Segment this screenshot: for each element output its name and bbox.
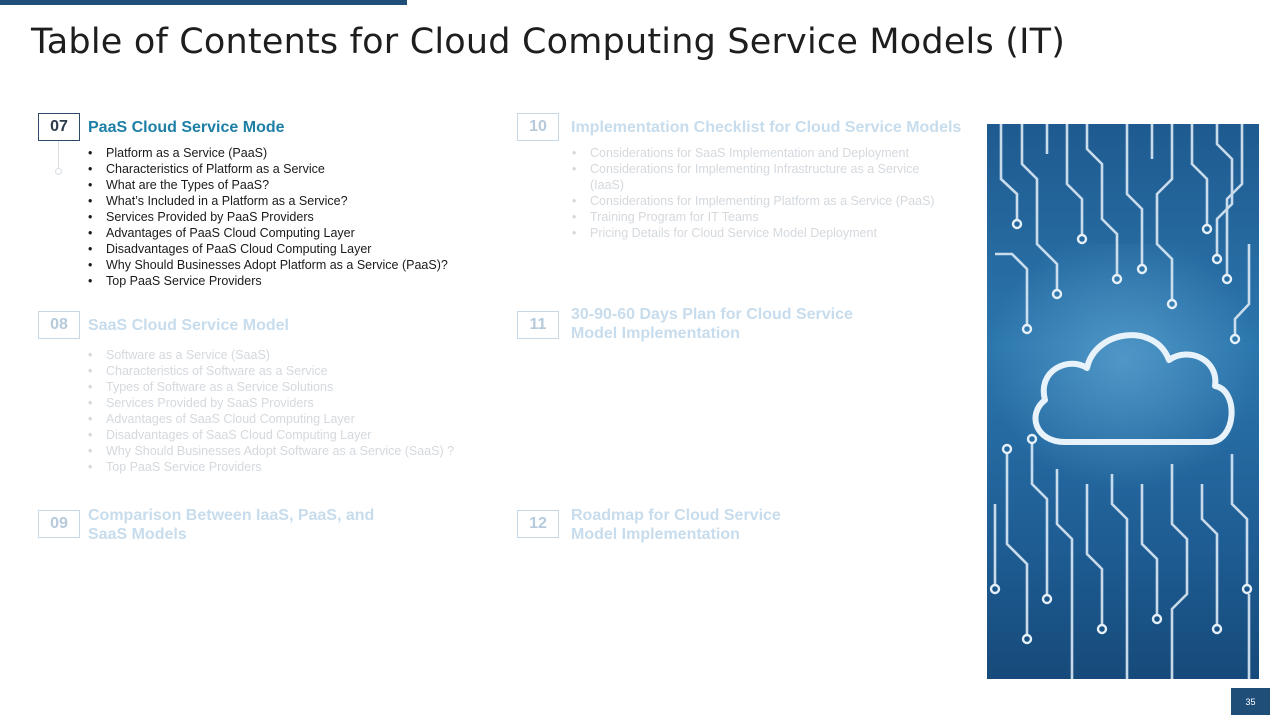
list-item: • Services Provided by SaaS Providers [106, 395, 454, 411]
cloud-circuit-icon [987, 124, 1259, 679]
section-number: 12 [517, 510, 559, 538]
connector-dot [55, 168, 62, 175]
list-item: • Training Program for IT Teams [590, 209, 935, 225]
list-item: • Software as a Service (SaaS) [106, 347, 454, 363]
section-title-line-2: SaaS Models [88, 526, 187, 543]
list-item: • Considerations for Implementing Platform as a Service (PaaS) [590, 193, 935, 209]
list-item: • Considerations for Implementing Infrastructure as a Service [590, 161, 935, 177]
list-item: • Platform as a Service (PaaS) [106, 145, 448, 161]
section-title-line-1: 30-90-60 Days Plan for Cloud Service [571, 306, 853, 323]
list-item: • Pricing Details for Cloud Service Model Deployment [590, 225, 935, 241]
list-item: • Considerations for SaaS Implementation and Deployment [590, 145, 935, 161]
top-accent-bar [0, 0, 407, 5]
list-item: • What are the Types of PaaS? [106, 177, 448, 193]
section-item-list [106, 347, 454, 475]
section-item-list [590, 145, 935, 241]
list-item: • Top PaaS Service Providers [106, 459, 454, 475]
list-item: • Types of Software as a Service Solutions [106, 379, 454, 395]
section-number: 08 [38, 311, 80, 339]
toc-section-07[interactable] [38, 113, 498, 293]
section-number: 11 [517, 311, 559, 339]
list-item: • Disadvantages of SaaS Cloud Computing Layer [106, 427, 454, 443]
toc-section-11[interactable] [517, 306, 917, 351]
list-item: • Top PaaS Service Providers [106, 273, 448, 289]
toc-section-08[interactable] [38, 311, 498, 481]
list-item: • Characteristics of Platform as a Service [106, 161, 448, 177]
section-title-line-1: Comparison Between IaaS, PaaS, and [88, 507, 375, 524]
section-title: PaaS Cloud Service Mode [88, 119, 285, 136]
section-title: Implementation Checklist for Cloud Service Models [571, 119, 962, 136]
section-number: 10 [517, 113, 559, 141]
list-item-continuation: (IaaS) [590, 178, 625, 192]
list-item: • Services Provided by PaaS Providers [106, 209, 448, 225]
list-item: • Advantages of PaaS Cloud Computing Layer [106, 225, 448, 241]
toc-section-12[interactable] [517, 509, 917, 549]
list-item: • What’s Included in a Platform as a Service? [106, 193, 448, 209]
list-item: • Advantages of SaaS Cloud Computing Layer [106, 411, 454, 427]
section-title-line-1: Roadmap for Cloud Service [571, 507, 781, 524]
page-number-badge: 35 [1231, 688, 1270, 715]
section-title-line-2: Model Implementation [571, 325, 740, 342]
connector-line [58, 141, 59, 169]
list-item: • Why Should Businesses Adopt Software as a Service (SaaS) ? [106, 443, 454, 459]
cloud-circuit-image [987, 124, 1259, 679]
list-item: • Why Should Businesses Adopt Platform as a Service (PaaS)? [106, 257, 448, 273]
section-title-line-2: Model Implementation [571, 526, 740, 543]
section-title: SaaS Cloud Service Model [88, 317, 289, 334]
page-title: Table of Contents for Cloud Computing Service Models (IT) [31, 22, 1066, 62]
section-item-list [106, 145, 448, 289]
list-item: • Disadvantages of PaaS Cloud Computing Layer [106, 241, 448, 257]
toc-section-09[interactable] [38, 509, 438, 549]
list-item: • Characteristics of Software as a Service [106, 363, 454, 379]
toc-section-10[interactable] [517, 113, 967, 243]
section-number: 09 [38, 510, 80, 538]
section-number: 07 [38, 113, 80, 141]
